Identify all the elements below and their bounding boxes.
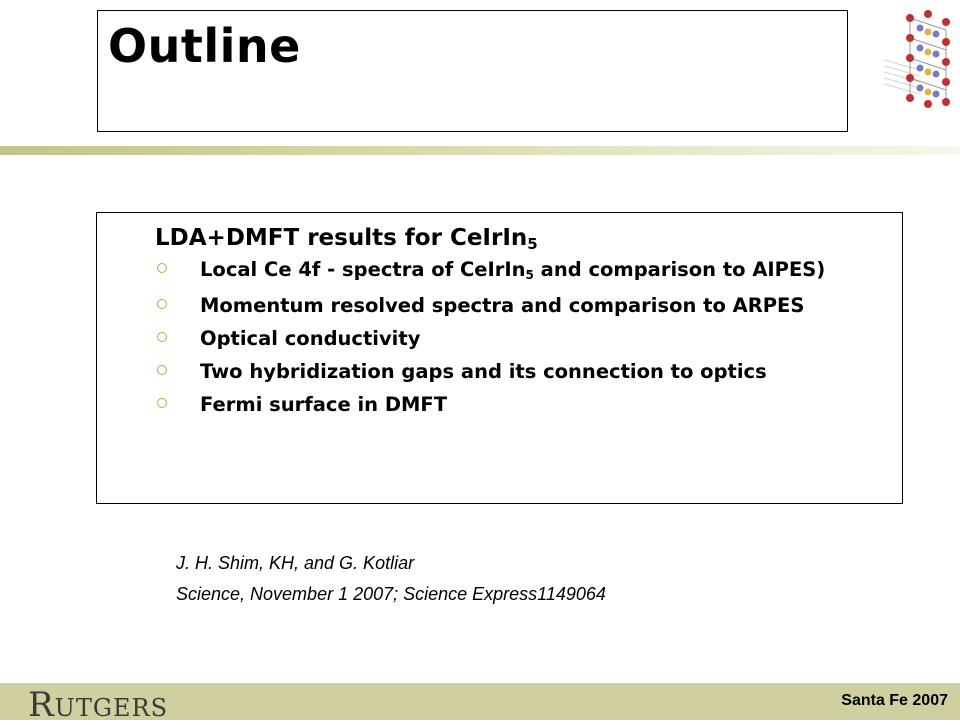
logo-initial: R <box>28 685 55 725</box>
bullet-circle-icon <box>157 332 167 342</box>
footer-event-label: Santa Fe 2007 <box>841 692 948 709</box>
bullet-text-continued: and comparison to AIPES) <box>533 258 826 281</box>
crystal-structure-image <box>880 8 956 108</box>
bullet-text: Fermi surface in DMFT <box>200 393 448 416</box>
footer-bar <box>0 683 960 725</box>
bullet-text: Two hybridization gaps and its connection to optics <box>200 360 767 383</box>
bullet-circle-icon <box>157 263 167 273</box>
bullet-item <box>155 361 885 382</box>
logo-rest: UTGERS <box>54 694 169 722</box>
title-box <box>97 10 848 132</box>
bullet-text: Optical conductivity <box>200 327 421 350</box>
bullet-circle-icon <box>157 398 167 408</box>
bullet-circle-icon <box>157 365 167 375</box>
bullet-item <box>155 328 885 349</box>
bullet-text: Local Ce 4f - spectra of CeIrIn <box>200 258 526 281</box>
section-heading <box>155 225 538 251</box>
content-box <box>96 212 903 504</box>
citation-authors: J. H. Shim, KH, and G. Kotliar <box>176 553 415 573</box>
bullet-circle-icon <box>157 299 167 309</box>
bullet-text: Momentum resolved spectra and comparison to ARPES <box>200 294 805 317</box>
slide-title: Outline <box>108 19 301 73</box>
citation <box>176 548 606 610</box>
bullet-item <box>155 295 885 316</box>
section-heading-subscript: 5 <box>527 235 538 253</box>
bullet-item <box>155 259 885 283</box>
citation-journal: Science, November 1 2007; Science Express1149064 <box>176 584 606 604</box>
bullet-list <box>155 259 885 427</box>
title-divider <box>0 146 960 155</box>
section-heading-text: LDA+DMFT results for CeIrIn <box>155 225 528 251</box>
bullet-item <box>155 394 885 415</box>
rutgers-logo <box>28 685 168 725</box>
bullet-subscript: 5 <box>525 268 534 282</box>
